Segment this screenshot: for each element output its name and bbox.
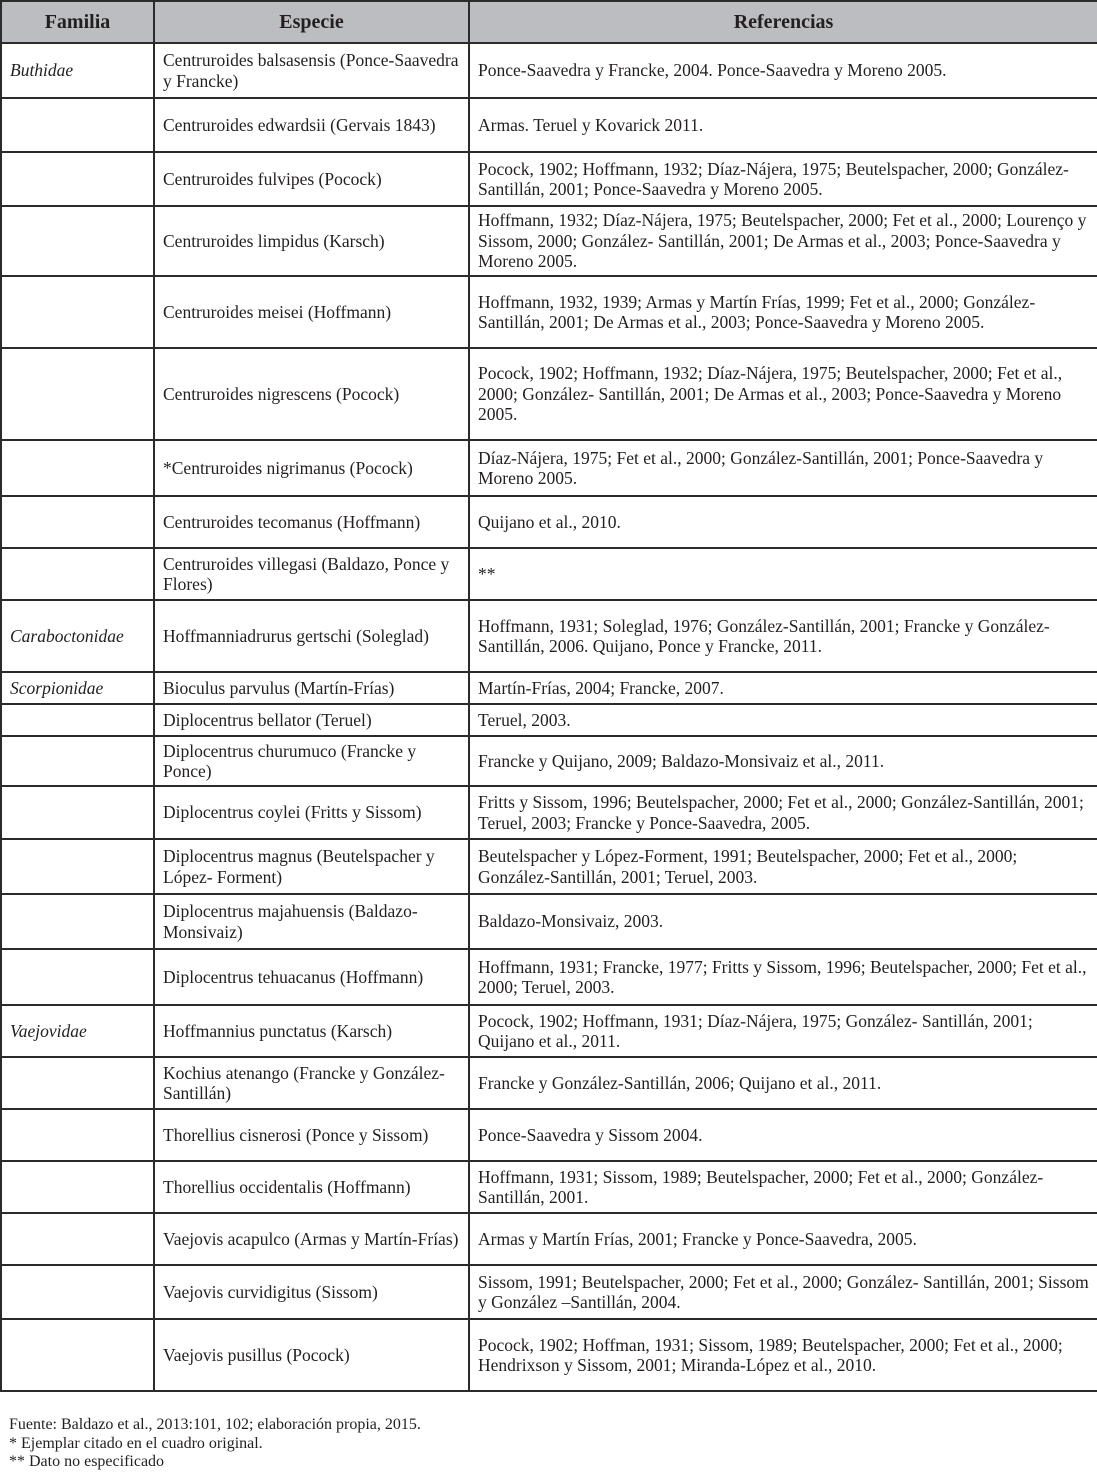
species-cell: *Centruroides nigrimanus (Pocock) [154,440,469,496]
table-row [1,600,1097,672]
species-cell: Centruroides tecomanus (Hoffmann) [154,496,469,548]
family-cell [1,1161,154,1213]
references-cell: Teruel, 2003. [469,704,1097,736]
references-cell: Díaz-Nájera, 1975; Fet et al., 2000; González-Santillán, 2001; Ponce-Saavedra y Moreno 2005. [469,440,1097,496]
species-cell: Thorellius occidentalis (Hoffmann) [154,1161,469,1213]
references-cell: Quijano et al., 2010. [469,496,1097,548]
references-cell: Armas. Teruel y Kovarick 2011. [469,98,1097,152]
references-cell: Hoffmann, 1931; Francke, 1977; Fritts y Sissom, 1996; Beutelspacher, 2000; Fet et al., 2000; Teruel, 2003. [469,949,1097,1005]
footnote-double-asterisk: ** Dato no especificado [9,1453,165,1470]
family-cell [1,496,154,548]
species-cell: Centruroides balsasensis (Ponce-Saavedra y Francke) [154,43,469,98]
family-cell: Buthidae [1,43,154,98]
references-cell: Martín-Frías, 2004; Francke, 2007. [469,672,1097,704]
references-cell: Ponce-Saavedra y Francke, 2004. Ponce-Saavedra y Moreno 2005. [469,43,1097,98]
table-row [1,440,1097,496]
references-cell: Francke y Quijano, 2009; Baldazo-Monsivaiz et al., 2011. [469,736,1097,786]
table-row [1,496,1097,548]
references-cell: ** [469,548,1097,600]
family-cell [1,1265,154,1319]
table-row [1,1319,1097,1391]
references-cell: Pocock, 1902; Hoffman, 1931; Sissom, 1989; Beutelspacher, 2000; Fet et al., 2000; Hendrixson y Sissom, 2001; Miranda-López et al., 2010. [469,1319,1097,1391]
table-row [1,206,1097,276]
table-row [1,1057,1097,1109]
species-cell: Diplocentrus coylei (Fritts y Sissom) [154,786,469,839]
family-cell [1,548,154,600]
species-cell: Kochius atenango (Francke y González- Santillán) [154,1057,469,1109]
table-header-row [1,1,1097,43]
references-cell: Pocock, 1902; Hoffmann, 1932; Díaz-Nájera, 1975; Beutelspacher, 2000; Fet et al., 2000; González- Santillán, 2001; De Armas et al., 2003; Ponce-Saavedra y Moreno 2005. [469,348,1097,440]
family-cell [1,839,154,894]
table-row [1,1109,1097,1161]
table-row [1,548,1097,600]
references-cell: Beutelspacher y López-Forment, 1991; Beutelspacher, 2000; Fet et al., 2000; González-Santillán, 2001; Teruel, 2003. [469,839,1097,894]
family-cell [1,348,154,440]
header-familia: Familia [1,1,154,43]
table-row [1,736,1097,786]
family-cell [1,1213,154,1265]
table-row [1,949,1097,1005]
species-cell: Diplocentrus bellator (Teruel) [154,704,469,736]
table-row [1,1213,1097,1265]
family-cell: Caraboctonidae [1,600,154,672]
table-footnotes [9,1416,421,1472]
footnote-asterisk: * Ejemplar citado en el cuadro original. [9,1434,263,1452]
species-cell: Bioculus parvulus (Martín-Frías) [154,672,469,704]
table-row [1,98,1097,152]
table-row [1,152,1097,206]
family-cell: Scorpionidae [1,672,154,704]
references-cell: Ponce-Saavedra y Sissom 2004. [469,1109,1097,1161]
table-row [1,704,1097,736]
family-cell [1,98,154,152]
species-cell: Hoffmannius punctatus (Karsch) [154,1005,469,1057]
table-row [1,43,1097,98]
species-cell: Centruroides limpidus (Karsch) [154,206,469,276]
table-row [1,1265,1097,1319]
family-cell [1,736,154,786]
family-cell [1,704,154,736]
references-cell: Hoffmann, 1931; Sissom, 1989; Beutelspacher, 2000; Fet et al., 2000; González- Santillán, 2001. [469,1161,1097,1213]
table-row [1,839,1097,894]
references-cell: Hoffmann, 1932, 1939; Armas y Martín Frías, 1999; Fet et al., 2000; González- Santillán, 2001; De Armas et al., 2003; Ponce-Saavedra y Moreno 2005. [469,276,1097,348]
table-row [1,1005,1097,1057]
species-cell: Hoffmanniadrurus gertschi (Soleglad) [154,600,469,672]
species-cell: Centruroides villegasi (Baldazo, Ponce y Flores) [154,548,469,600]
family-cell [1,440,154,496]
table-row [1,894,1097,949]
table-row [1,1161,1097,1213]
table-row [1,348,1097,440]
table-body [1,43,1097,1391]
references-cell: Fritts y Sissom, 1996; Beutelspacher, 2000; Fet et al., 2000; González-Santillán, 2001; Teruel, 2003; Francke y Ponce-Saavedra, 2005. [469,786,1097,839]
species-cell: Diplocentrus tehuacanus (Hoffmann) [154,949,469,1005]
species-cell: Vaejovis pusillus (Pocock) [154,1319,469,1391]
family-cell [1,894,154,949]
source-note: Fuente: Baldazo et al., 2013:101, 102; elaboración propia, 2015. [9,1416,421,1433]
family-cell [1,152,154,206]
species-cell: Thorellius cisnerosi (Ponce y Sissom) [154,1109,469,1161]
header-referencias: Referencias [469,1,1097,43]
references-cell: Armas y Martín Frías, 2001; Francke y Ponce-Saavedra, 2005. [469,1213,1097,1265]
species-cell: Centruroides fulvipes (Pocock) [154,152,469,206]
family-cell [1,1057,154,1109]
family-cell [1,786,154,839]
table-row [1,672,1097,704]
header-especie: Especie [154,1,469,43]
species-cell: Diplocentrus churumuco (Francke y Ponce) [154,736,469,786]
species-cell: Centruroides edwardsii (Gervais 1843) [154,98,469,152]
family-cell [1,1109,154,1161]
family-cell [1,206,154,276]
family-cell: Vaejovidae [1,1005,154,1057]
family-cell [1,276,154,348]
table-row [1,276,1097,348]
species-cell: Vaejovis curvidigitus (Sissom) [154,1265,469,1319]
references-cell: Francke y González-Santillán, 2006; Quijano et al., 2011. [469,1057,1097,1109]
species-cell: Centruroides nigrescens (Pocock) [154,348,469,440]
family-cell [1,1319,154,1391]
family-cell [1,949,154,1005]
species-cell: Centruroides meisei (Hoffmann) [154,276,469,348]
references-cell: Baldazo-Monsivaiz, 2003. [469,894,1097,949]
references-cell: Hoffmann, 1932; Díaz-Nájera, 1975; Beutelspacher, 2000; Fet et al., 2000; Lourenço y Sissom, 2000; González- Santillán, 2001; De Armas et al., 2003; Ponce-Saavedra y Moreno 2005. [469,206,1097,276]
references-cell: Hoffmann, 1931; Soleglad, 1976; González-Santillán, 2001; Francke y González-Santillán, 2006. Quijano, Ponce y Francke, 2011. [469,600,1097,672]
species-cell: Vaejovis acapulco (Armas y Martín-Frías) [154,1213,469,1265]
table-row [1,786,1097,839]
references-cell: Sissom, 1991; Beutelspacher, 2000; Fet et al., 2000; González- Santillán, 2001; Sissom y González –Santillán, 2004. [469,1265,1097,1319]
species-cell: Diplocentrus magnus (Beutelspacher y López- Forment) [154,839,469,894]
species-cell: Diplocentrus majahuensis (Baldazo-Monsivaiz) [154,894,469,949]
references-cell: Pocock, 1902; Hoffmann, 1932; Díaz-Nájera, 1975; Beutelspacher, 2000; González- Santillán, 2001; Ponce-Saavedra y Moreno 2005. [469,152,1097,206]
references-cell: Pocock, 1902; Hoffmann, 1931; Díaz-Nájera, 1975; González- Santillán, 2001; Quijano et al., 2011. [469,1005,1097,1057]
